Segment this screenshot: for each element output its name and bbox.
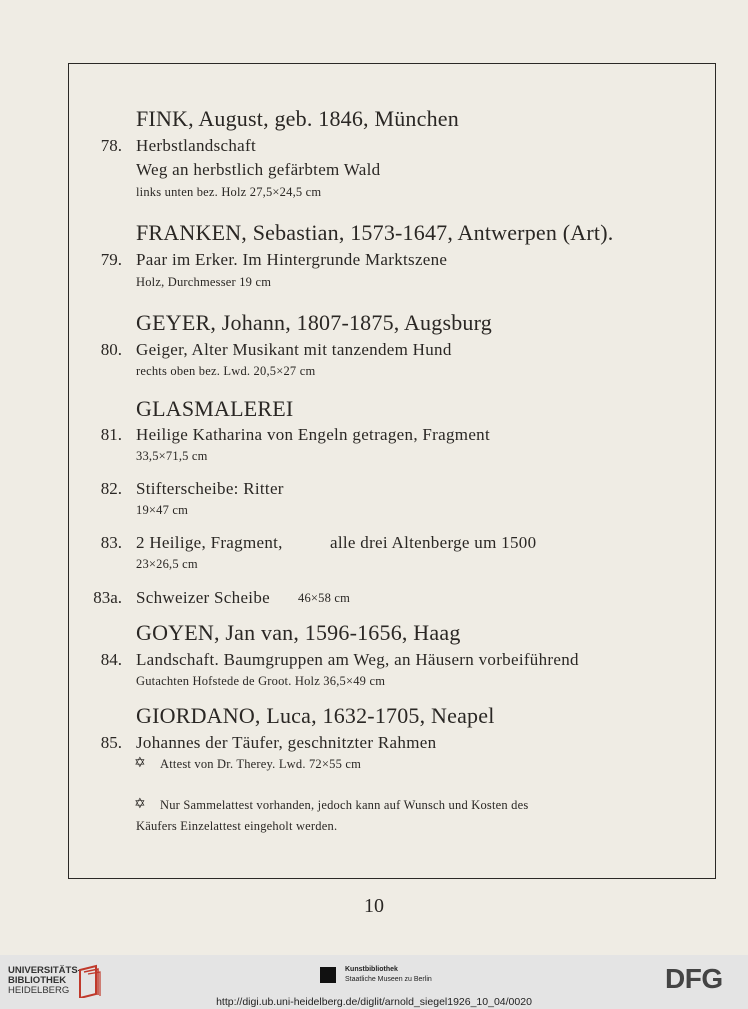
artist-heading: GLASMALEREI (136, 396, 294, 421)
uni-line-3: HEIDELBERG (8, 985, 70, 996)
lot-detail: Gutachten Hofstede de Groot. Holz 36,5×49 cm (136, 674, 386, 688)
star-icon: ✡ (134, 756, 146, 771)
university-library-label[interactable] (8, 966, 81, 996)
lot-detail: Attest von Dr. Therey. Lwd. 72×55 cm (160, 757, 362, 771)
lot-title: Schweizer Scheibe (136, 588, 270, 607)
kunstbibliothek-icon (320, 967, 336, 983)
lot-number: 79. (100, 250, 122, 269)
star-icon: ✡ (134, 797, 146, 812)
lot-detail: Holz, Durchmesser 19 cm (136, 275, 272, 289)
lot-title: Geiger, Alter Musikant mit tanzendem Hund (136, 340, 452, 359)
lot-detail: rechts oben bez. Lwd. 20,5×27 cm (136, 364, 316, 378)
lot-number: 83a. (93, 588, 122, 607)
kb-line-2: Staatliche Museen zu Berlin (345, 976, 432, 983)
lot-provenance: alle drei Altenberge um 1500 (330, 533, 537, 552)
lot-detail: 23×26,5 cm (136, 557, 198, 571)
lot-detail: links unten bez. Holz 27,5×24,5 cm (136, 185, 322, 199)
lot-title: Heilige Katharina von Engeln getragen, Fragment (136, 425, 490, 444)
uni-line-2: BIBLIOTHEK (8, 975, 67, 986)
lot-title: Herbstlandschaft (136, 136, 256, 155)
artist-heading: FINK, August, geb. 1846, München (136, 106, 459, 131)
artist-heading: FRANKEN, Sebastian, 1573-1647, Antwerpen (Art). (136, 220, 614, 245)
lot-title: 2 Heilige, Fragment, (136, 533, 283, 552)
footer-bar (0, 955, 748, 1009)
lot-subtitle: Weg an herbstlich gefärbtem Wald (136, 160, 381, 179)
lot-number: 85. (100, 733, 122, 752)
note-line-1: Nur Sammelattest vorhanden, jedoch kann auf Wunsch und Kosten des (160, 798, 529, 812)
uni-line-1: UNIVERSITÄTS- (8, 965, 81, 976)
university-logo-icon[interactable] (76, 964, 102, 998)
artist-heading: GEYER, Johann, 1807-1875, Augsburg (136, 310, 492, 335)
lot-detail: 33,5×71,5 cm (136, 449, 208, 463)
lot-number: 84. (100, 650, 122, 669)
lot-number: 81. (100, 425, 122, 444)
lot-number: 83. (100, 533, 122, 552)
kb-line-1: Kunstbibliothek (345, 966, 398, 973)
lot-title: Landschaft. Baumgruppen am Weg, an Häusern vorbeiführend (136, 650, 579, 669)
permalink-url[interactable]: http://digi.ub.uni-heidelberg.de/diglit/arnold_siegel1926_10_04/0020 (216, 996, 532, 1008)
artist-heading: GIORDANO, Luca, 1632-1705, Neapel (136, 703, 495, 728)
dfg-logo[interactable]: DFG (665, 963, 723, 994)
artist-heading: GOYEN, Jan van, 1596-1656, Haag (136, 620, 461, 645)
lot-detail: 46×58 cm (298, 591, 351, 605)
lot-title: Stifterscheibe: Ritter (136, 479, 284, 498)
note-line-2: Käufers Einzelattest eingeholt werden. (136, 819, 338, 833)
lot-number: 80. (100, 340, 122, 359)
lot-title: Paar im Erker. Im Hintergrunde Marktszene (136, 250, 448, 269)
lot-number: 82. (100, 479, 122, 498)
lot-title: Johannes der Täufer, geschnitzter Rahmen (136, 733, 437, 752)
lot-number: 78. (100, 136, 122, 155)
page-number: 10 (364, 895, 384, 917)
lot-detail: 19×47 cm (136, 503, 189, 517)
